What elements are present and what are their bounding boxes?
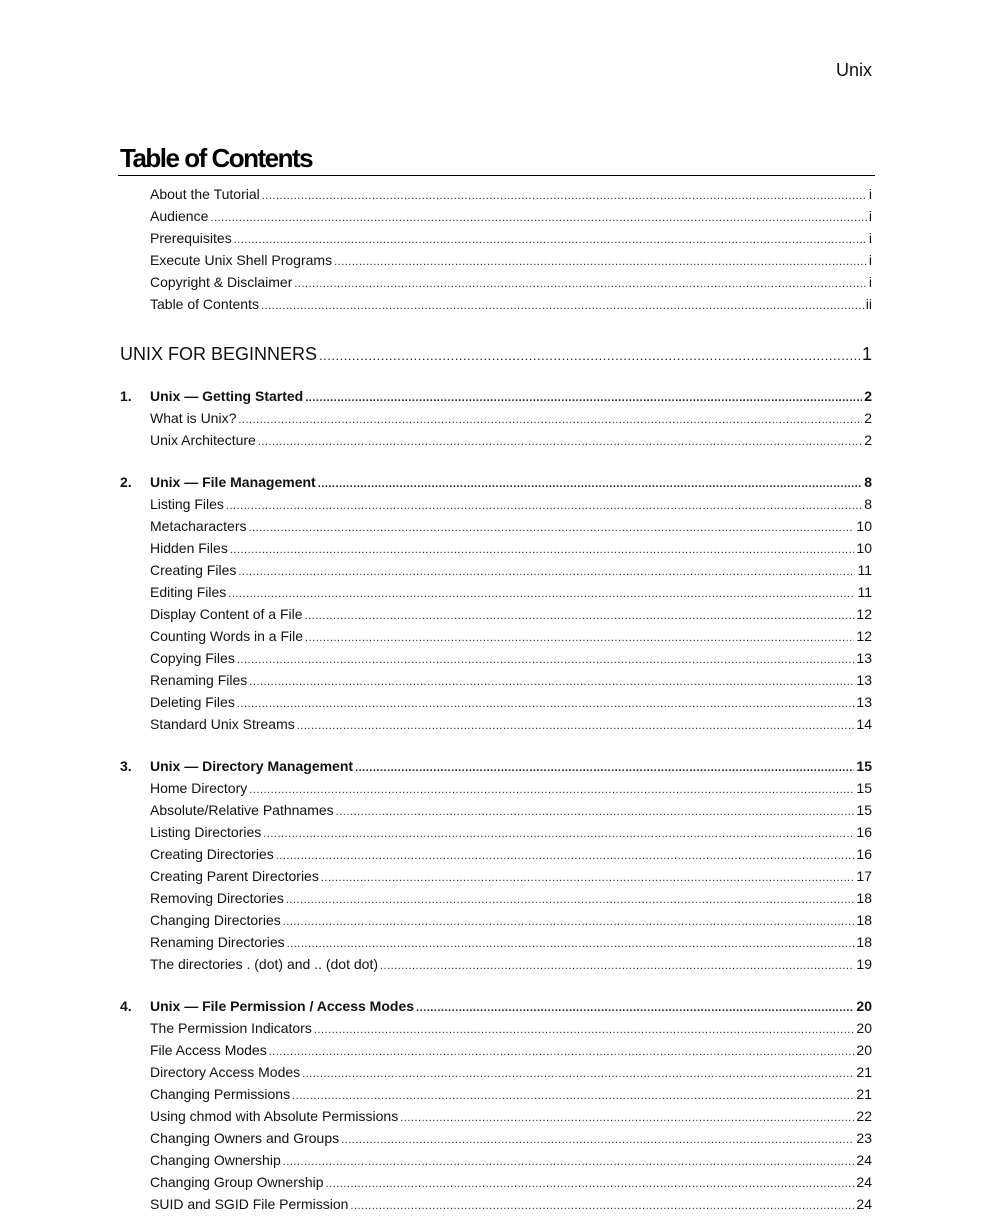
toc-chapter-1[interactable]: 1. Unix — Getting Started ..... 2 [120, 388, 872, 410]
toc-part-unix-for-beginners[interactable]: UNIX FOR BEGINNERS ..... 1 [120, 344, 872, 372]
toc-section[interactable]: Removing Directories ..... 18 [120, 890, 872, 912]
toc-entry-execute-shell[interactable]: Execute Unix Shell Programs ..... i [120, 252, 872, 274]
toc-section[interactable]: Home Directory ..... 15 [120, 780, 872, 802]
toc-section[interactable]: Renaming Files ..... 13 [120, 672, 872, 694]
toc-section[interactable]: The Permission Indicators ..... 20 [120, 1020, 872, 1042]
table-of-contents [120, 186, 872, 1218]
toc-section[interactable]: Renaming Directories ..... 18 [120, 934, 872, 956]
toc-section[interactable]: Changing Directories ..... 18 [120, 912, 872, 934]
toc-entry-table-of-contents[interactable]: Table of Contents ..... ii [120, 296, 872, 318]
toc-section[interactable]: File Access Modes ..... 20 [120, 1042, 872, 1064]
toc-entry-audience[interactable]: Audience ..... i [120, 208, 872, 230]
toc-section[interactable]: Creating Directories ..... 16 [120, 846, 872, 868]
toc-entry-about-tutorial[interactable]: About the Tutorial ..... i [120, 186, 872, 208]
toc-section[interactable]: Changing Owners and Groups ..... 23 [120, 1130, 872, 1152]
toc-section[interactable]: Unix Architecture ..... 2 [120, 432, 872, 454]
toc-title: Table of Contents [120, 143, 313, 173]
toc-section[interactable]: Creating Parent Directories ..... 17 [120, 868, 872, 890]
toc-section[interactable]: Using chmod with Absolute Permissions ..... 22 [120, 1108, 872, 1130]
toc-section[interactable]: Directory Access Modes ..... 21 [120, 1064, 872, 1086]
toc-title-rule [118, 175, 875, 176]
toc-section[interactable]: Display Content of a File ..... 12 [120, 606, 872, 628]
toc-section[interactable]: Copying Files ..... 13 [120, 650, 872, 672]
toc-section[interactable]: Listing Files ..... 8 [120, 496, 872, 518]
toc-entry-copyright[interactable]: Copyright & Disclaimer ..... i [120, 274, 872, 296]
toc-section[interactable]: Changing Group Ownership ..... 24 [120, 1174, 872, 1196]
toc-chapter-2[interactable]: 2. Unix — File Management ..... 8 [120, 474, 872, 496]
toc-section[interactable]: Deleting Files ..... 13 [120, 694, 872, 716]
toc-section[interactable]: Listing Directories ..... 16 [120, 824, 872, 846]
toc-section[interactable]: Metacharacters ..... 10 [120, 518, 872, 540]
toc-chapter-3[interactable]: 3. Unix — Directory Management ..... 15 [120, 758, 872, 780]
toc-section[interactable]: Absolute/Relative Pathnames ..... 15 [120, 802, 872, 824]
toc-section[interactable]: The directories . (dot) and .. (dot dot) ..... 19 [120, 956, 872, 978]
toc-section[interactable]: What is Unix? ..... 2 [120, 410, 872, 432]
toc-section[interactable]: Hidden Files ..... 10 [120, 540, 872, 562]
toc-section[interactable]: Changing Ownership ..... 24 [120, 1152, 872, 1174]
toc-section[interactable]: Creating Files ..... 11 [120, 562, 872, 584]
toc-entry-prerequisites[interactable]: Prerequisites ..... i [120, 230, 872, 252]
toc-section[interactable]: Changing Permissions ..... 21 [120, 1086, 872, 1108]
toc-chapter-4[interactable]: 4. Unix — File Permission / Access Modes ..... 20 [120, 998, 872, 1020]
toc-section[interactable]: SUID and SGID File Permission ..... 24 [120, 1196, 872, 1218]
toc-section[interactable]: Editing Files ..... 11 [120, 584, 872, 606]
toc-section[interactable]: Standard Unix Streams ..... 14 [120, 716, 872, 738]
running-header: Unix [835, 60, 872, 80]
toc-section[interactable]: Counting Words in a File ..... 12 [120, 628, 872, 650]
